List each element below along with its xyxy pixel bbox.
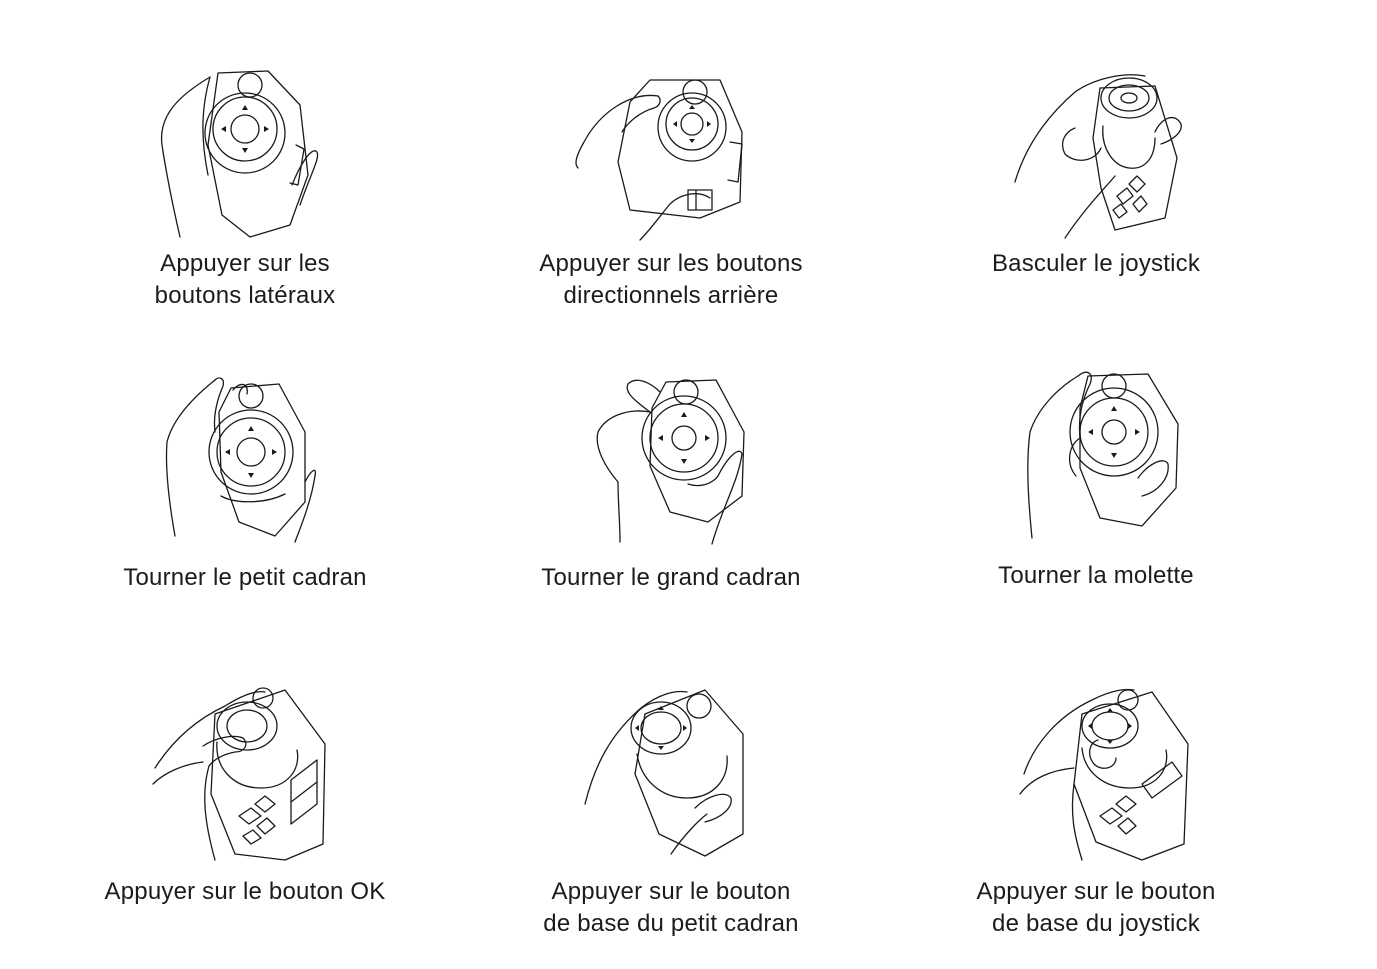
caption-ok-button: Appuyer sur le bouton OK [104, 878, 386, 905]
hand-wheel-icon [1018, 368, 1198, 548]
caption-back-buttons: Appuyer sur les boutons directionnels arrière [539, 250, 803, 309]
hand-ok-button-icon [145, 684, 335, 864]
hand-joystick-base-icon [1012, 684, 1202, 864]
caption-joystick-tilt: Basculer le joystick [991, 250, 1201, 277]
caption-joystick-base: Appuyer sur le bouton de base du joystick [976, 878, 1216, 937]
caption-small-dial: Tourner le petit cadran [123, 564, 367, 591]
hand-small-dial-icon [155, 372, 335, 552]
caption-side-buttons: Appuyer sur les boutons latéraux [154, 250, 336, 309]
caption-large-dial: Tourner le grand cadran [541, 564, 801, 591]
hand-back-buttons-icon [570, 72, 760, 247]
caption-wheel: Tourner la molette [998, 562, 1194, 589]
hand-joystick-tilt-icon [1005, 68, 1190, 248]
hand-side-buttons-icon [150, 65, 330, 245]
hand-large-dial-icon [588, 372, 768, 552]
caption-small-dial-base: Appuyer sur le bouton de base du petit cadran [543, 878, 799, 937]
hand-small-dial-base-icon [575, 684, 760, 864]
